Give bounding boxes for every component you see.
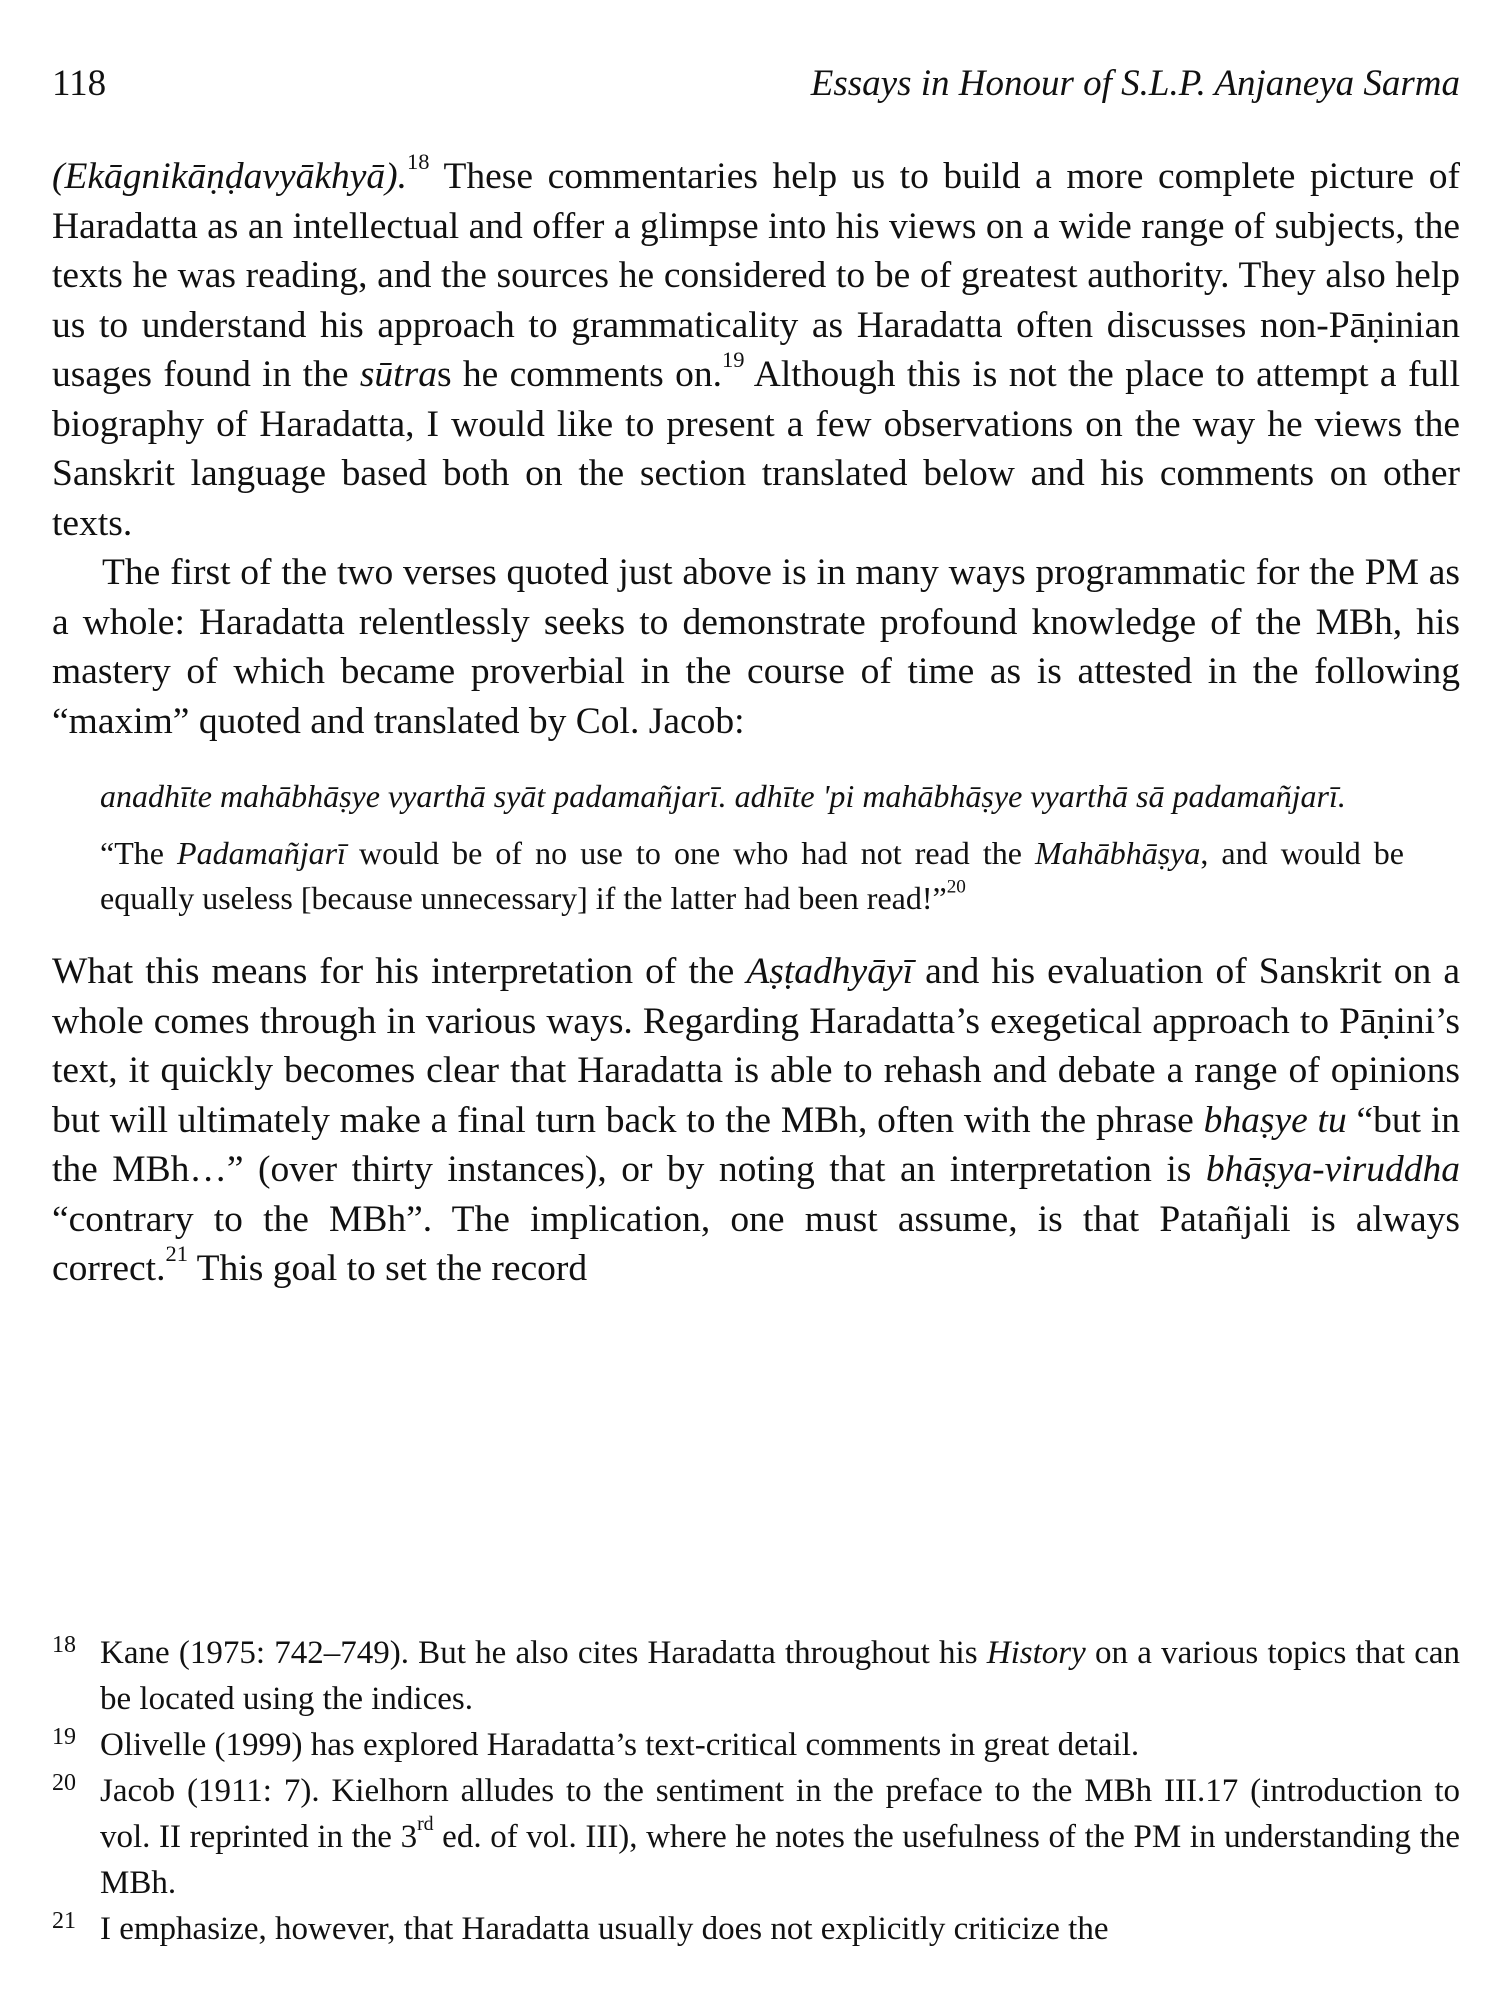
sanskrit-verse: anadhīte mahābhāṣye vyarthā syāt padamañjarī. adhīte 'pi mahābhāṣye vyarthā sā padamañjarī.	[100, 778, 1346, 814]
translation-text: , and would be equally useless [because unnecessary] if the latter had been read!”	[100, 835, 1405, 916]
footnote-20: 20 Jacob (1911: 7). Kielhorn alludes to the sentiment in the preface to the MBh III.17 (introduction to vol. II reprinted in the 3rd ed. of vol. III), where he notes the usefulness of the PM in understanding the MBh.	[52, 1770, 1460, 1901]
paragraph-text: “contrary to the MBh”. The implication, one must assume, is that Patañjali is always correct.	[52, 1198, 1460, 1289]
italic-term: Mahābhāṣya	[1035, 835, 1201, 871]
footnote-ref-18[interactable]: 18	[407, 148, 430, 174]
translation-text: would be of no use to one who had not read the	[345, 835, 1036, 871]
running-title: Essays in Honour of S.L.P. Anjaneya Sarma	[810, 63, 1460, 104]
main-text	[52, 148, 1460, 1294]
footnote-ref-21[interactable]: 21	[165, 1240, 188, 1266]
footnote-19: 19 Olivelle (1999) has explored Haradatta’s text-critical comments in great detail.	[52, 1724, 1140, 1763]
paragraph-2: The first of the two verses quoted just above is in many ways programmatic for the PM as a whole: Haradatta relentlessly seeks to demonstrate profound knowledge of the MBh, his mastery of which became proverbial in the course of time as is attested in the following “maxim” quoted and translated by Col. Jacob:	[52, 552, 1460, 742]
paragraph-text: Although this is not the place to attempt a full biography of Haradatta, I would like to present a few observations on the way he views the Sanskrit language based both on the section translated below and his comments on other texts.	[52, 354, 1460, 544]
footnote-text: Kane (1975: 742–749). But he also cites Haradatta throughout his	[100, 1635, 987, 1671]
footnote-21: 21 I emphasize, however, that Haradatta usually does not explicitly criticize the	[52, 1908, 1109, 1947]
footnote-text: on a various topics that can be located using the indices.	[100, 1635, 1461, 1717]
italic-term: bhaṣye tu	[1203, 1099, 1347, 1141]
footnote-ref-20[interactable]: 20	[946, 876, 966, 898]
paragraph-text: What this means for his interpretation of the	[52, 951, 747, 992]
footnotes	[52, 1630, 1460, 1952]
footnote-ref-19[interactable]: 19	[722, 346, 745, 372]
page-number: 118	[52, 63, 107, 104]
paragraph-1	[52, 148, 1460, 548]
translation-text: “The	[100, 835, 178, 871]
italic-term: History	[986, 1635, 1086, 1671]
paragraph-text: This goal to set the record	[187, 1248, 588, 1289]
paragraph-text: s he comments on.	[436, 354, 723, 395]
paragraph-text: and his evaluation of Sanskrit on a whole comes through in various ways. Regarding Haradatta’s exegetical approach to Pāṇini’s text, it quickly becomes clear that Haradatta is able to rehash and debate a range of opinions but will ultimately make a final turn back to the MBh, often with the phrase	[52, 951, 1460, 1141]
paragraph-text: “but in the MBh…” (over thirty instances), or by noting that an interpretation is	[52, 1099, 1460, 1190]
page-header	[52, 62, 1460, 112]
italic-term: (Ekāgnikāṇḍavyākhyā).	[52, 156, 408, 197]
italic-term: sūtra	[359, 354, 437, 395]
italic-term: Padamañjarī	[177, 835, 346, 871]
footnote-18: 18 Kane (1975: 742–749). But he also cites Haradatta throughout his History on a various topics that can be located using the indices.	[52, 1632, 1461, 1717]
paragraph-3	[52, 947, 1460, 1294]
footnote-text: ed. of vol. III), where he notes the usefulness of the PM in understanding the MBh.	[100, 1819, 1460, 1901]
italic-term: Aṣṭadhyāyī	[746, 951, 914, 992]
footnote-text: Olivelle (1999) has explored Haradatta’s text-critical comments in great detail.	[100, 1727, 1140, 1763]
verse-translation	[100, 831, 1404, 921]
paragraph-text: These commentaries help us to build a more complete picture of Haradatta as an intellectual and offer a glimpse into his views on a wide range of subjects, the texts he was reading, and the sources he considered to be of greatest authority. They also help us to understand his approach to grammaticality as Haradatta often discusses non-Pāṇinian usages found in the	[52, 156, 1460, 395]
footnote-text: I emphasize, however, that Haradatta usually does not explicitly criticize the	[100, 1911, 1109, 1947]
footnote-text: Jacob (1911: 7). Kielhorn alludes to the sentiment in the preface to the MBh III.17 (introduction to vol. II reprinted in the 3	[100, 1773, 1460, 1855]
italic-term: bhāṣya-viruddha	[1205, 1149, 1460, 1190]
block-quote	[100, 774, 1404, 921]
superscript-rd: rd	[417, 1813, 434, 1836]
